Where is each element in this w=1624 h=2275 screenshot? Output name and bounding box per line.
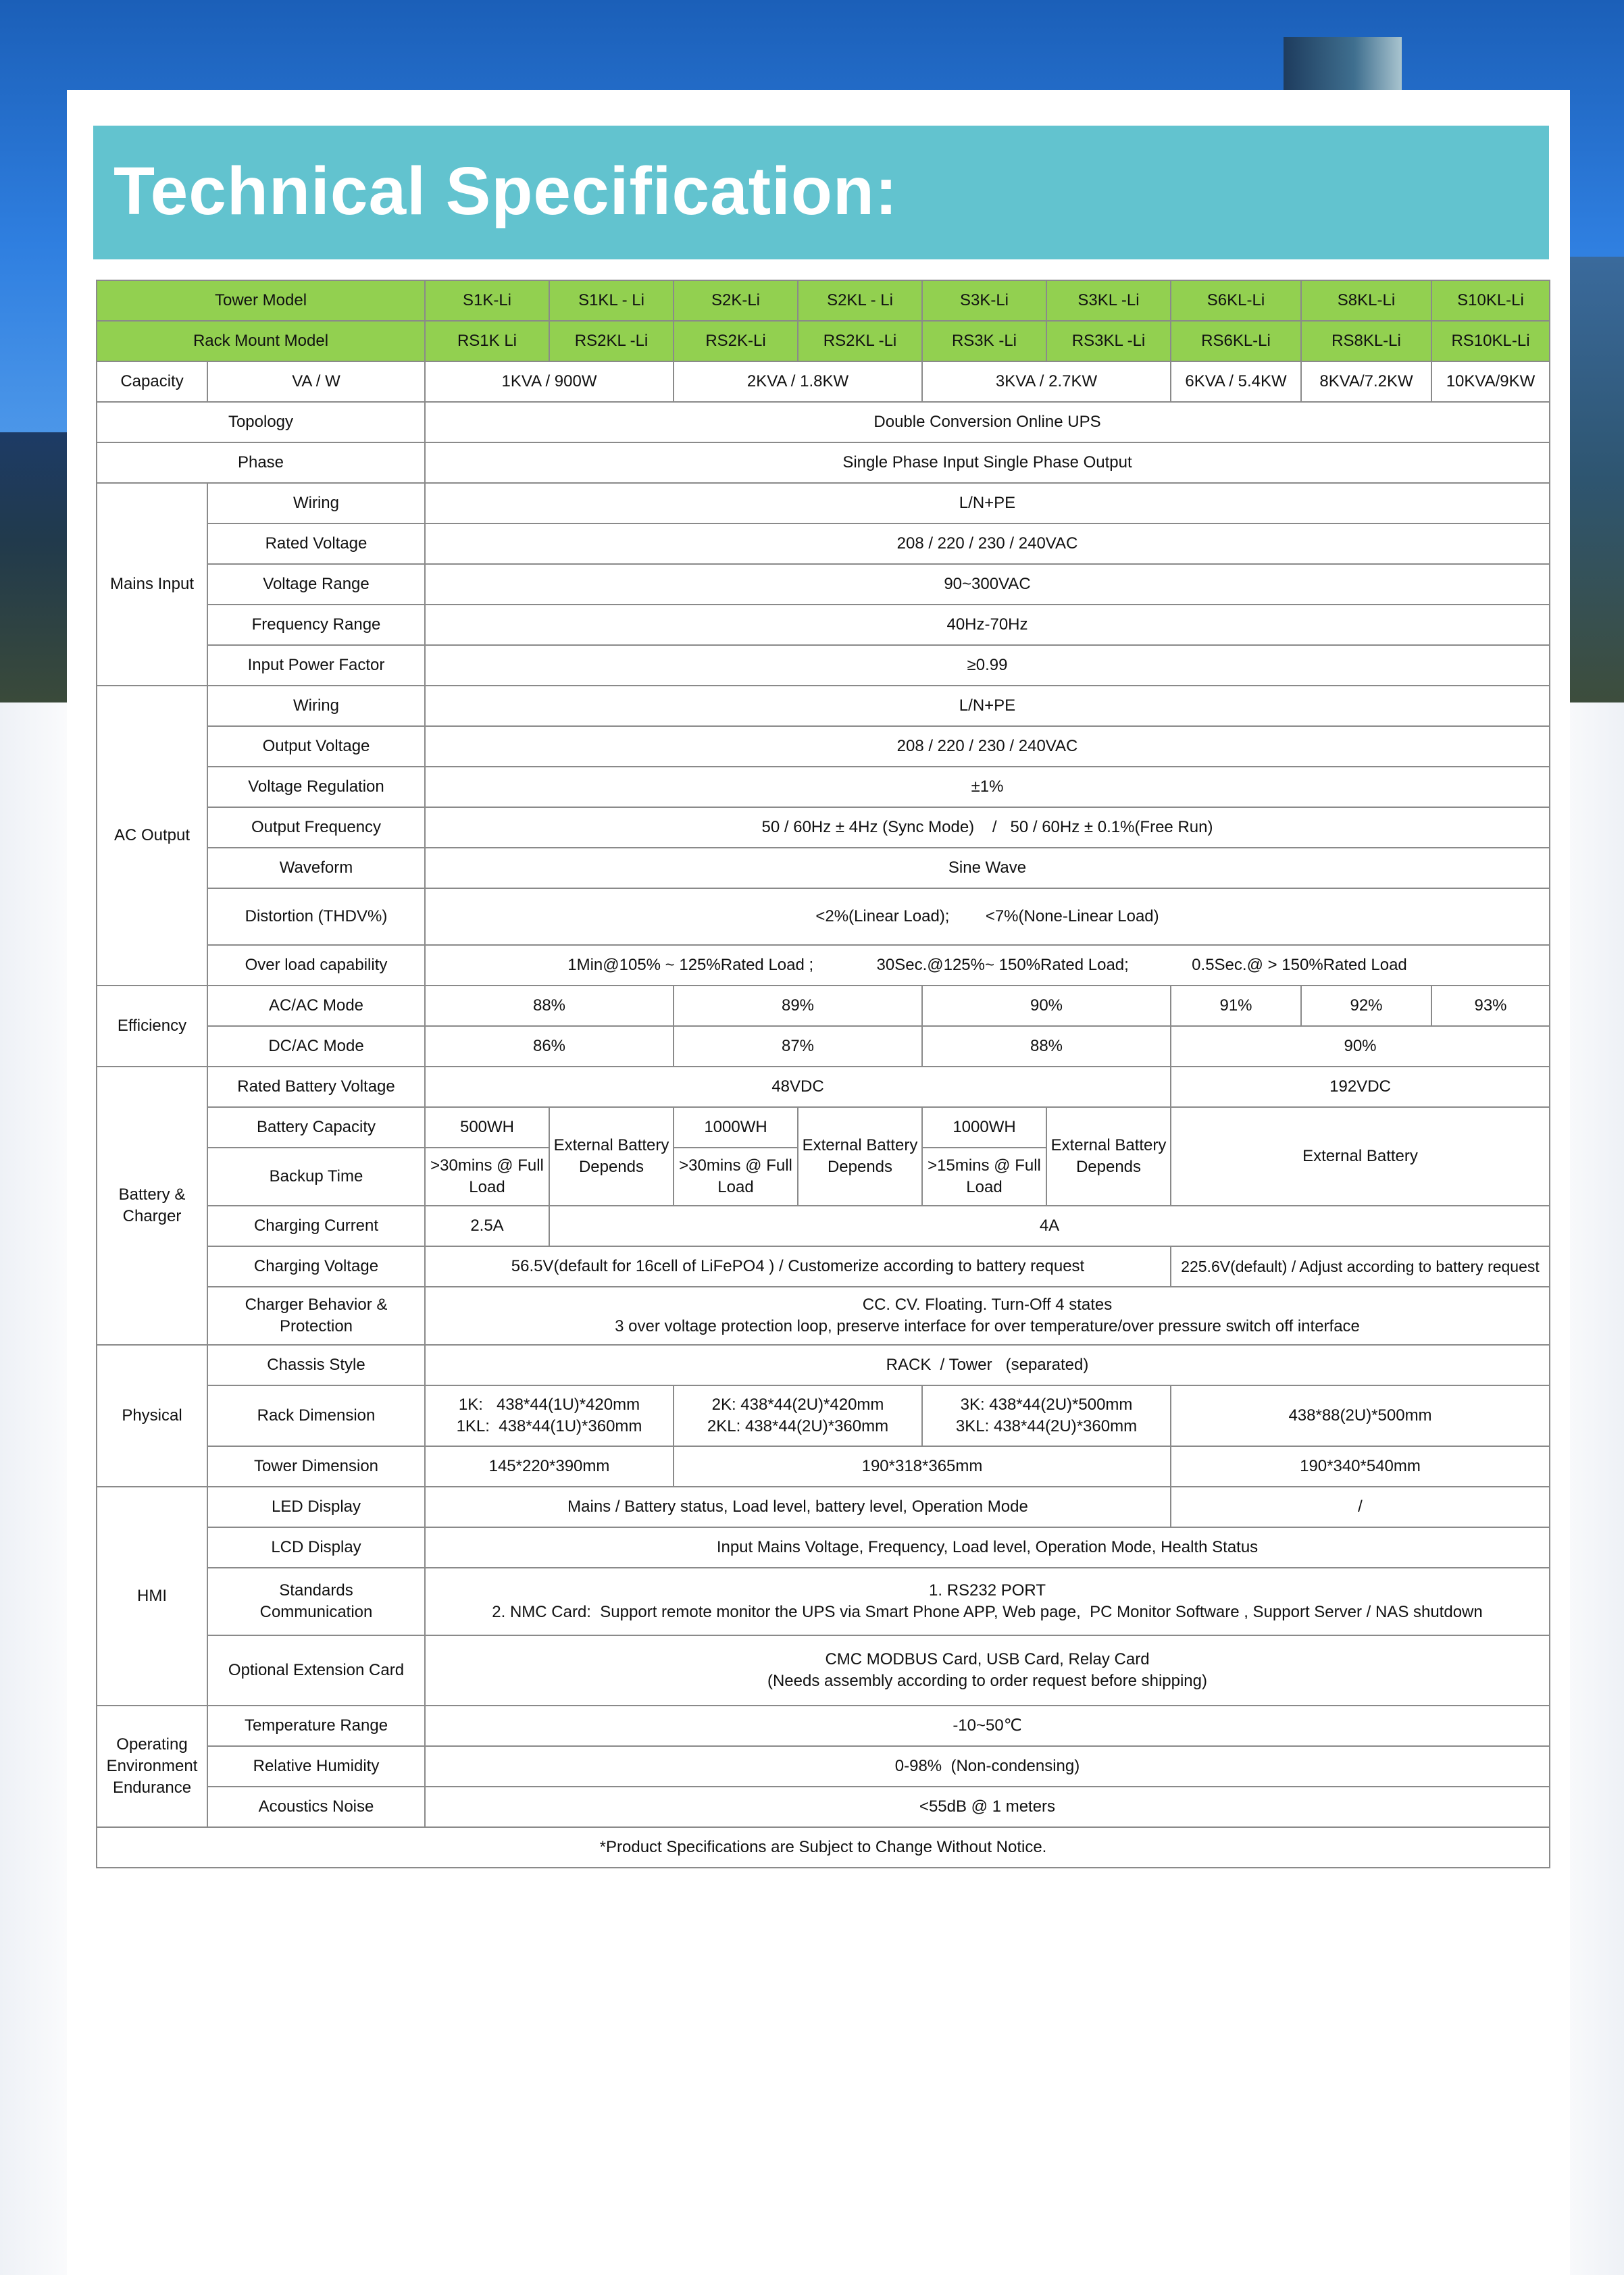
rack-dimension-line: 2K: 438*44(2U)*420mm [711, 1396, 884, 1414]
topology-row [97, 402, 1550, 442]
rack-model-cell: RS3KL -Li [1046, 321, 1171, 361]
rack-dimension-cell [674, 1385, 922, 1446]
ac-output-row [97, 888, 1550, 945]
rack-model-cell: RS1K Li [425, 321, 549, 361]
mains-input-row [97, 483, 1550, 523]
spec-label: Output Frequency [207, 807, 425, 848]
rack-dimension-cell: 438*88(2U)*500mm [1171, 1385, 1550, 1446]
efficiency-cell: 86% [425, 1026, 674, 1067]
ac-output-row [97, 945, 1550, 986]
physical-row [97, 1345, 1550, 1385]
capacity-cell: 3KVA / 2.7KW [922, 361, 1171, 402]
rack-model-cell: RS2KL -Li [798, 321, 922, 361]
tower-model-label: Tower Model [97, 280, 425, 321]
rack-dimension-line: 1K: 438*44(1U)*420mm [458, 1396, 640, 1414]
tower-dimension-cell: 190*340*540mm [1171, 1446, 1550, 1487]
efficiency-cell: 88% [425, 986, 674, 1026]
ac-output-row [97, 726, 1550, 767]
backup-time-cell: >15mins @ Full Load [922, 1148, 1046, 1206]
hmi-row [97, 1568, 1550, 1635]
efficiency-label: Efficiency [97, 986, 207, 1067]
ac-output-row [97, 686, 1550, 726]
battery-row [97, 1287, 1550, 1345]
rack-model-cell: RS6KL-Li [1171, 321, 1301, 361]
rated-battery-cell: 192VDC [1171, 1067, 1550, 1107]
tower-model-cell: S2KL - Li [798, 280, 922, 321]
standards-line: 1. RS232 PORT [929, 1581, 1046, 1600]
standards-communication-value [425, 1568, 1550, 1635]
city-skyline-right [1570, 257, 1624, 702]
spec-value: Sine Wave [425, 848, 1550, 888]
rack-dimension-line: 3KL: 438*44(2U)*360mm [955, 1417, 1138, 1435]
charger-behavior-line: 3 over voltage protection loop, preserve interface for over temperature/over pressure switch off interface [615, 1317, 1360, 1335]
capacity-cell: 8KVA/7.2KW [1301, 361, 1431, 402]
spec-label: Charging Voltage [207, 1246, 425, 1287]
battery-row [97, 1107, 1550, 1148]
extension-card-value [425, 1635, 1550, 1706]
backup-time-cell: >30mins @ Full Load [425, 1148, 549, 1206]
spec-table [96, 280, 1550, 1868]
extension-card-line: (Needs assembly according to order request before shipping) [767, 1672, 1207, 1690]
spec-label: Distortion (THDV%) [207, 888, 425, 945]
tower-model-row [97, 280, 1550, 321]
led-display-cell: Mains / Battery status, Load level, battery level, Operation Mode [425, 1487, 1171, 1527]
battery-charger-label: Battery & Charger [97, 1067, 207, 1345]
rack-model-label: Rack Mount Model [97, 321, 425, 361]
spec-label: Over load capability [207, 945, 425, 986]
spec-value: ±1% [425, 767, 1550, 807]
rack-model-cell: RS8KL-Li [1301, 321, 1431, 361]
topology-label: Topology [97, 402, 425, 442]
rated-battery-cell: 48VDC [425, 1067, 1171, 1107]
spec-value: <55dB @ 1 meters [425, 1787, 1550, 1827]
rack-model-cell: RS2KL -Li [549, 321, 674, 361]
spec-label: Tower Dimension [207, 1446, 425, 1487]
rack-dimension-line: 2KL: 438*44(2U)*360mm [707, 1417, 889, 1435]
battery-row [97, 1246, 1550, 1287]
efficiency-cell: 90% [1171, 1026, 1550, 1067]
environment-row [97, 1706, 1550, 1746]
phase-value: Single Phase Input Single Phase Output [425, 442, 1550, 483]
spec-label: LCD Display [207, 1527, 425, 1568]
spec-value: -10~50℃ [425, 1706, 1550, 1746]
rack-model-cell: RS3K -Li [922, 321, 1046, 361]
spec-value: 90~300VAC [425, 564, 1550, 605]
battery-capacity-cell: 1000WH [922, 1107, 1046, 1148]
city-skyline-left [0, 432, 68, 702]
spec-label: Acoustics Noise [207, 1787, 425, 1827]
rack-model-cell: RS2K-Li [674, 321, 798, 361]
rack-dimension-cell [922, 1385, 1171, 1446]
physical-row [97, 1446, 1550, 1487]
spec-label: Charging Current [207, 1206, 425, 1246]
tower-model-cell: S1K-Li [425, 280, 549, 321]
spec-label: AC/AC Mode [207, 986, 425, 1026]
ac-output-row [97, 807, 1550, 848]
spec-label: Wiring [207, 483, 425, 523]
charging-voltage-cell: 225.6V(default) / Adjust according to battery request [1171, 1246, 1550, 1287]
spec-label: DC/AC Mode [207, 1026, 425, 1067]
hmi-row [97, 1487, 1550, 1527]
tower-dimension-cell: 190*318*365mm [674, 1446, 1171, 1487]
physical-label: Physical [97, 1345, 207, 1487]
hmi-row [97, 1527, 1550, 1568]
tower-model-cell: S2K-Li [674, 280, 798, 321]
spec-label: Rack Dimension [207, 1385, 425, 1446]
tower-model-cell: S6KL-Li [1171, 280, 1301, 321]
efficiency-cell: 88% [922, 1026, 1171, 1067]
title-banner [93, 126, 1549, 259]
spec-label: Backup Time [207, 1148, 425, 1206]
spec-value: ≥0.99 [425, 645, 1550, 686]
footnote-row [97, 1827, 1550, 1868]
tower-model-cell: S10KL-Li [1431, 280, 1550, 321]
external-battery: External Battery [1171, 1107, 1550, 1206]
spec-value: L/N+PE [425, 686, 1550, 726]
battery-capacity-cell: 1000WH [674, 1107, 798, 1148]
efficiency-cell: 87% [674, 1026, 922, 1067]
spec-value: 208 / 220 / 230 / 240VAC [425, 726, 1550, 767]
rack-dimension-cell [425, 1385, 674, 1446]
charging-voltage-cell: 56.5V(default for 16cell of LiFePO4 ) / Customerize according to battery request [425, 1246, 1171, 1287]
spec-label: Wiring [207, 686, 425, 726]
rack-dimension-line: 3K: 438*44(2U)*500mm [960, 1396, 1133, 1414]
hmi-row [97, 1635, 1550, 1706]
led-display-cell: / [1171, 1487, 1550, 1527]
spec-label: Input Power Factor [207, 645, 425, 686]
environment-row [97, 1746, 1550, 1787]
rack-dimension-line: 1KL: 438*44(1U)*360mm [456, 1417, 642, 1435]
efficiency-cell: 91% [1171, 986, 1301, 1026]
mains-input-row [97, 605, 1550, 645]
external-battery-depends: External Battery Depends [549, 1107, 674, 1206]
spec-label: Standards Communication [207, 1568, 425, 1635]
rack-model-cell: RS10KL-Li [1431, 321, 1550, 361]
spec-label: Rated Voltage [207, 523, 425, 564]
tower-model-cell: S1KL - Li [549, 280, 674, 321]
spec-label: Temperature Range [207, 1706, 425, 1746]
mains-input-row [97, 523, 1550, 564]
spec-value: <2%(Linear Load); <7%(None-Linear Load) [425, 888, 1550, 945]
tower-model-cell: S3KL -Li [1046, 280, 1171, 321]
mains-input-row [97, 564, 1550, 605]
capacity-cell: 2KVA / 1.8KW [674, 361, 922, 402]
phase-row [97, 442, 1550, 483]
tower-model-cell: S8KL-Li [1301, 280, 1431, 321]
spec-label: Frequency Range [207, 605, 425, 645]
efficiency-row [97, 1026, 1550, 1067]
capacity-row [97, 361, 1550, 402]
efficiency-cell: 89% [674, 986, 922, 1026]
efficiency-cell: 92% [1301, 986, 1431, 1026]
spec-label: Waveform [207, 848, 425, 888]
capacity-cell: 10KVA/9KW [1431, 361, 1550, 402]
capacity-cell: 1KVA / 900W [425, 361, 674, 402]
spec-label: Voltage Range [207, 564, 425, 605]
backup-time-cell: >30mins @ Full Load [674, 1148, 798, 1206]
charger-behavior-line: CC. CV. Floating. Turn-Off 4 states [862, 1296, 1113, 1314]
environment-row [97, 1787, 1550, 1827]
spec-value: 0-98% (Non-condensing) [425, 1746, 1550, 1787]
tower-dimension-cell: 145*220*390mm [425, 1446, 674, 1487]
tower-model-cell: S3K-Li [922, 280, 1046, 321]
mains-input-row [97, 645, 1550, 686]
footnote: *Product Specifications are Subject to Change Without Notice. [97, 1827, 1550, 1868]
rack-model-row [97, 321, 1550, 361]
standards-line: 2. NMC Card: Support remote monitor the UPS via Smart Phone APP, Web page, PC Monitor Software , Support Server / NAS shutdown [492, 1603, 1483, 1621]
spec-value: 208 / 220 / 230 / 240VAC [425, 523, 1550, 564]
battery-capacity-cell: 500WH [425, 1107, 549, 1148]
spec-label: Chassis Style [207, 1345, 425, 1385]
mains-input-label: Mains Input [97, 483, 207, 686]
spec-label: Battery Capacity [207, 1107, 425, 1148]
efficiency-cell: 90% [922, 986, 1171, 1026]
charging-current-cell: 4A [549, 1206, 1550, 1246]
spec-value: 40Hz-70Hz [425, 605, 1550, 645]
operating-environment-label: Operating Environment Endurance [97, 1706, 207, 1827]
battery-row [97, 1067, 1550, 1107]
spec-value: Input Mains Voltage, Frequency, Load level, Operation Mode, Health Status [425, 1527, 1550, 1568]
phase-label: Phase [97, 442, 425, 483]
hmi-label: HMI [97, 1487, 207, 1706]
spec-value: 1Min@105% ~ 125%Rated Load ; 30Sec.@125%~ 150%Rated Load; 0.5Sec.@ > 150%Rated Load [425, 945, 1550, 986]
spec-label: Output Voltage [207, 726, 425, 767]
external-battery-depends: External Battery Depends [1046, 1107, 1171, 1206]
building-tower [1284, 37, 1402, 91]
spec-value: RACK / Tower (separated) [425, 1345, 1550, 1385]
ac-output-row [97, 767, 1550, 807]
topology-value: Double Conversion Online UPS [425, 402, 1550, 442]
ac-output-row [97, 848, 1550, 888]
ac-output-label: AC Output [97, 686, 207, 986]
spec-label: Rated Battery Voltage [207, 1067, 425, 1107]
charger-behavior-value [425, 1287, 1550, 1345]
external-battery-depends: External Battery Depends [798, 1107, 922, 1206]
charging-current-cell: 2.5A [425, 1206, 549, 1246]
page-title: Technical Specification: [113, 153, 898, 229]
extension-card-line: CMC MODBUS Card, USB Card, Relay Card [825, 1650, 1150, 1668]
spec-label: LED Display [207, 1487, 425, 1527]
efficiency-cell: 93% [1431, 986, 1550, 1026]
physical-row [97, 1385, 1550, 1446]
spec-label: Charger Behavior & Protection [207, 1287, 425, 1345]
capacity-label: Capacity [97, 361, 207, 402]
spec-label: Voltage Regulation [207, 767, 425, 807]
spec-label: Relative Humidity [207, 1746, 425, 1787]
spec-label: Optional Extension Card [207, 1635, 425, 1706]
capacity-sub-label: VA / W [207, 361, 425, 402]
spec-value: L/N+PE [425, 483, 1550, 523]
efficiency-row [97, 986, 1550, 1026]
capacity-cell: 6KVA / 5.4KW [1171, 361, 1301, 402]
battery-row [97, 1206, 1550, 1246]
spec-value: 50 / 60Hz ± 4Hz (Sync Mode) / 50 / 60Hz ± 0.1%(Free Run) [425, 807, 1550, 848]
